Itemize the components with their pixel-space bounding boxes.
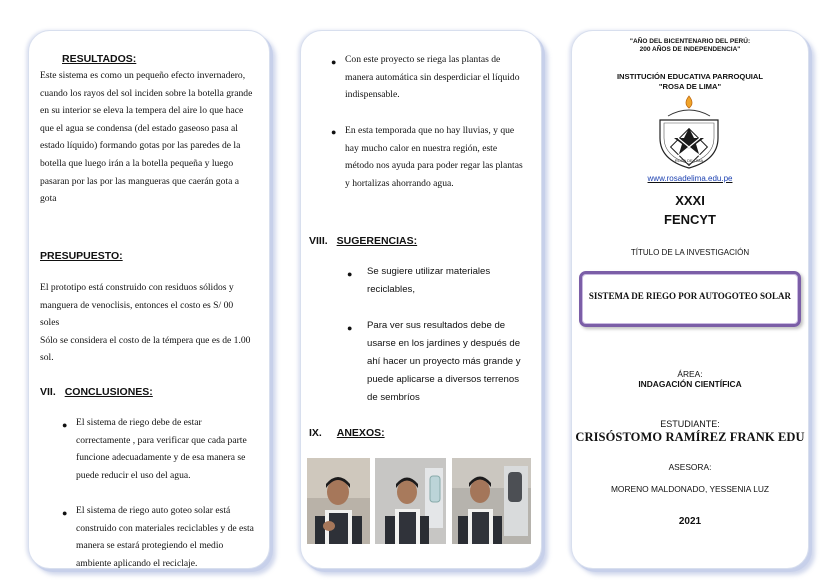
text-line: hay mucho calor en nuestra región, este xyxy=(345,142,498,154)
suggestion-item xyxy=(367,263,537,299)
annex-photo-1 xyxy=(307,458,370,544)
presupuesto-heading: PRESUPUESTO: xyxy=(40,250,123,262)
section-number: VII. xyxy=(40,386,56,398)
title-label: TÍTULO DE LA INVESTIGACIÓN xyxy=(630,248,750,257)
student-name: CRISÓSTOMO RAMÍREZ FRANK EDU xyxy=(575,430,805,444)
text-line: puede reducir el uso del agua. xyxy=(76,469,191,481)
advisor-name: MORENO MALDONADO, YESSENIA LUZ xyxy=(610,484,770,494)
institution-line: "ROSA DE LIMA" xyxy=(658,82,722,91)
text-line: método nos ayuda para poder regar las plantas xyxy=(345,160,523,172)
text-line: manera automática sin desperdiciar el líquido xyxy=(345,71,520,83)
project-title: SISTEMA DE RIEGO POR AUTOGOTEO SOLAR xyxy=(588,291,792,301)
text-line: El prototipo está construido con residuos sólidos y xyxy=(40,282,234,293)
website-link[interactable] xyxy=(572,174,808,183)
text-line: ahí hacer un proyecto más grande y xyxy=(367,356,521,367)
text-line: usarse en los jardines y después de xyxy=(367,338,521,349)
bullet-icon: ● xyxy=(331,57,337,67)
sugerencias-heading xyxy=(309,235,417,247)
conclusiones-heading xyxy=(40,386,153,398)
panel-left xyxy=(28,30,270,569)
institution-line: INSTITUCIÓN EDUCATIVA PARROQUIAL xyxy=(616,72,764,81)
text-line: El sistema de riego auto goteo solar está xyxy=(76,505,231,516)
result-item xyxy=(345,122,537,192)
resultados-heading: RESULTADOS: xyxy=(62,53,137,65)
section-title: SUGERENCIAS: xyxy=(336,235,418,247)
text-line: manera se estará protegiendo el medio xyxy=(76,540,224,552)
area-value: INDAGACIÓN CIENTÍFICA xyxy=(638,379,742,389)
text-line: en su interior se eleva la tempera del aire lo que hace xyxy=(40,105,244,117)
presupuesto-text xyxy=(40,279,268,367)
text-line: sol. xyxy=(40,352,54,364)
motto-line: "AÑO DEL BICENTENARIO DEL PERÚ: xyxy=(629,38,751,45)
bullet-icon: ● xyxy=(347,323,353,333)
bullet-icon: ● xyxy=(331,127,337,137)
svg-text:ROSA DE LIMA: ROSA DE LIMA xyxy=(674,158,704,163)
student-label: ESTUDIANTE: xyxy=(660,419,720,429)
area-label: ÁREA: xyxy=(677,369,703,379)
text-line: estado líquido) formando gotas por las paredes de la xyxy=(40,140,241,152)
suggestion-item xyxy=(367,317,539,407)
result-item xyxy=(345,51,537,104)
edition: XXXI xyxy=(675,193,705,208)
text-line: pasaran por las por las mangueras que caerán gota a xyxy=(40,175,239,187)
text-line: que el agua se condensa (del estado gaseoso pasa al xyxy=(40,122,238,134)
section-title: ANEXOS: xyxy=(336,427,385,439)
text-line: Para ver sus resultados debe de xyxy=(367,320,506,331)
project-title-frame xyxy=(579,271,801,327)
text-line: cuando los rayos del sol inciden sobre la botella grande xyxy=(40,87,253,99)
motto-line: 200 AÑOS DE INDEPENDENCIA" xyxy=(639,46,741,53)
text-line: de sembríos xyxy=(367,392,420,403)
text-line: botella que luego irán a la botella pequeña y luego xyxy=(40,157,234,169)
bullet-icon: ● xyxy=(62,508,68,518)
text-line: En esta temporada que no hay lluvias, y que xyxy=(345,125,515,136)
text-line: ambiente aplicando el reciclaje. xyxy=(76,557,198,569)
conclusion-item xyxy=(76,502,266,572)
text-line: y hortalizas ahorrando agua. xyxy=(345,177,454,189)
panel-cover xyxy=(571,30,809,569)
advisor-label: ASESORA: xyxy=(668,462,712,472)
year: 2021 xyxy=(678,516,702,527)
text-line: correctamente , para verificar que cada parte xyxy=(76,434,247,446)
website-text[interactable]: www.rosadelima.edu.pe xyxy=(647,174,733,183)
text-line: funcione adecuadamente y de esa manera se xyxy=(76,452,246,464)
bullet-icon: ● xyxy=(62,420,68,430)
text-line: Se sugiere utilizar materiales xyxy=(367,266,491,277)
text-line: Con este proyecto se riega las plantas de xyxy=(345,54,501,65)
section-number: VIII. xyxy=(309,235,328,247)
text-line: El sistema de riego debe de estar xyxy=(76,417,202,428)
text-line: reciclables, xyxy=(367,284,415,295)
section-title: CONCLUSIONES: xyxy=(64,386,153,398)
text-line: manguera de venoclisis, entonces el costo es S/ 00 xyxy=(40,299,234,311)
text-line: soles xyxy=(40,317,60,329)
institution-name xyxy=(572,72,808,92)
annex-photo-3 xyxy=(452,458,531,544)
year-motto xyxy=(572,38,808,54)
text-line: indispensable. xyxy=(345,89,400,101)
text-line: Este sistema es como un pequeño efecto invernadero, xyxy=(40,70,246,81)
section-number: IX. xyxy=(309,427,322,439)
text-line: Sólo se considera el costo de la témpera que es de 1.00 xyxy=(40,334,251,346)
event-name: FENCYT xyxy=(664,212,716,227)
text-line: construido con materiales reciclables y de esta xyxy=(76,522,254,534)
conclusion-item xyxy=(76,414,266,484)
school-crest-icon xyxy=(654,94,724,170)
anexos-heading xyxy=(309,427,385,439)
text-line: gota xyxy=(40,193,57,205)
text-line: puede aplicarse a diversos terrenos xyxy=(367,374,519,385)
annex-photo-2 xyxy=(375,458,446,544)
bullet-icon: ● xyxy=(347,269,353,279)
resultados-text xyxy=(40,67,268,208)
